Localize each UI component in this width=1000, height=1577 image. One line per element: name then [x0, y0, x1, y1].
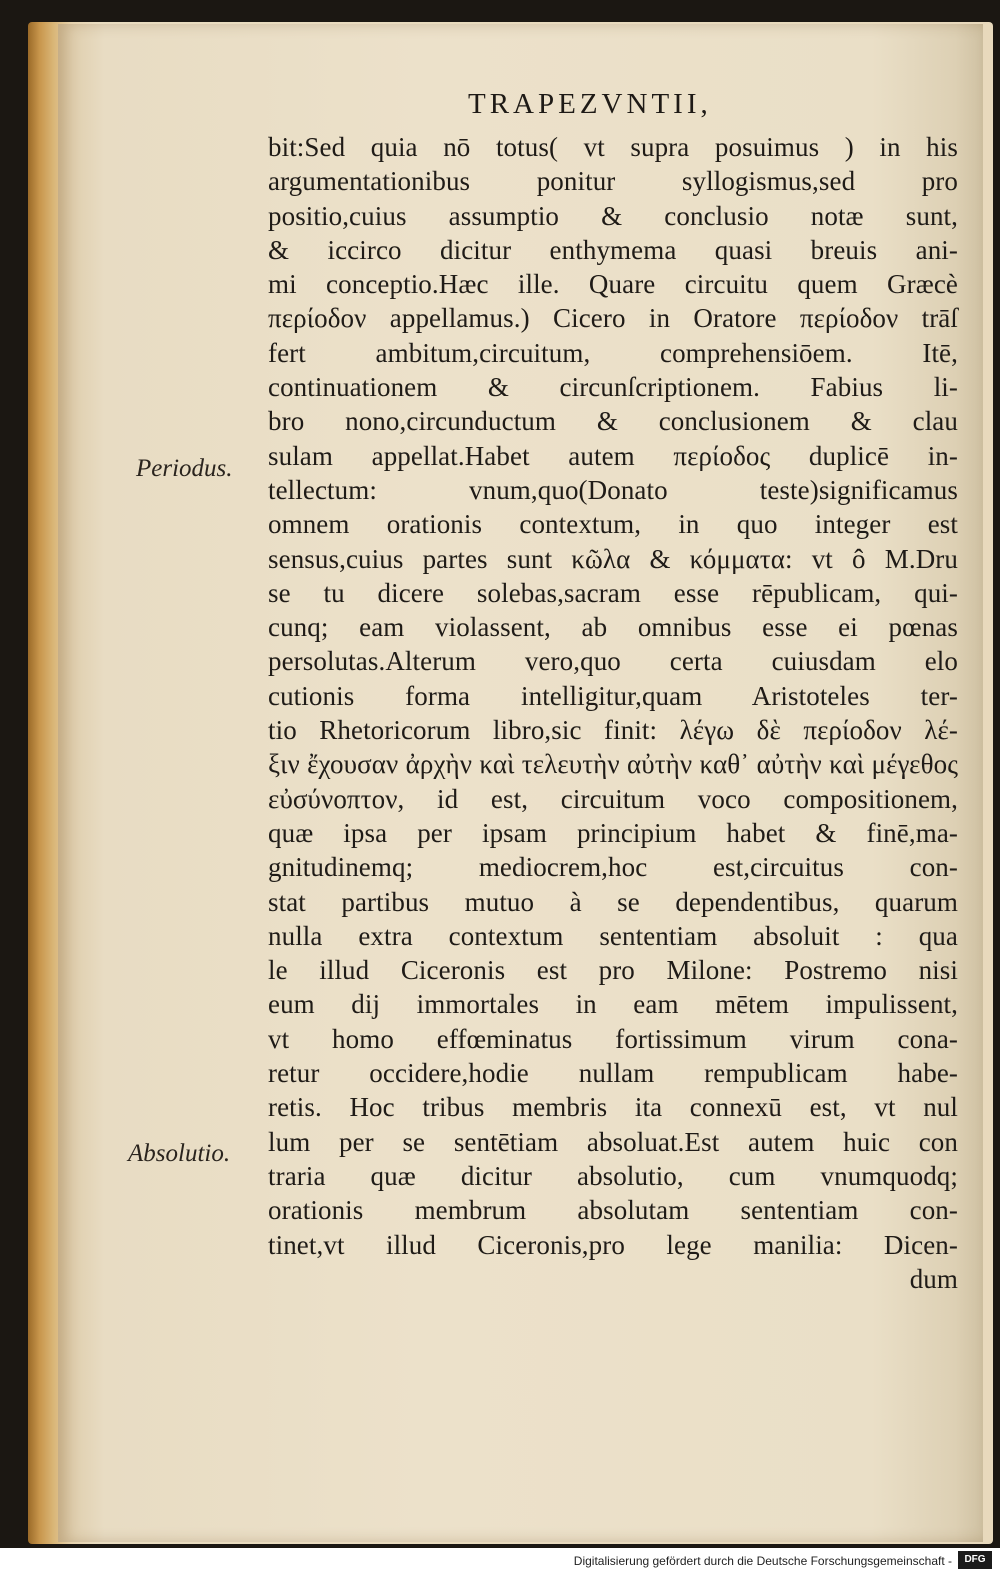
- text-line: bro nono,circunductum & conclusionem & clau: [268, 406, 958, 437]
- text-line: cunq; eam violassent, ab omnibus esse ei pœnas: [268, 612, 958, 643]
- text-line: traria quæ dicitur absolutio, cum vnumquodq;: [268, 1160, 958, 1191]
- text-line: continuationem & circunſcriptionem. Fabius li-: [268, 372, 958, 403]
- text-line: εὐσύνοπτον, id est, circuitum voco compositionem,: [268, 783, 958, 814]
- footer-credit: Digitalisierung gefördert durch die Deutsche Forschungsgemeinschaft -: [573, 1554, 952, 1568]
- text-line: retis. Hoc tribus membris ita connexū est, vt nul: [268, 1092, 958, 1123]
- text-line: περίοδον appellamus.) Cicero in Oratore περίοδον trāſ: [268, 303, 958, 334]
- dfg-logo: DFG: [958, 1551, 992, 1569]
- text-line: lum per se sentētiam absoluat.Est autem huic con: [268, 1126, 958, 1157]
- margin-note-absolutio: Absolutio.: [128, 1140, 231, 1167]
- text-line: quæ ipsa per ipsam principium habet & finē,ma-: [268, 817, 958, 848]
- text-line: stat partibus mutuo à se dependentibus, quarum: [268, 886, 958, 917]
- text-line: ξιν ἔχουσαν ἀρχὴν καὶ τελευτὴν αὐτὴν καθ᾽ αὐτὴν καὶ μέγεθος: [268, 749, 958, 780]
- text-line: cutionis forma intelligitur,quam Aristoteles ter-: [268, 680, 958, 711]
- main-text-block: [268, 130, 958, 1296]
- text-line: se tu dicere solebas,sacram esse rēpublicam, qui-: [268, 577, 958, 608]
- margin-note-periodus: Periodus.: [136, 455, 233, 482]
- text-line: argumentationibus ponitur syllogismus,sed pro: [268, 166, 958, 197]
- text-line: retur occidere,hodie nullam rempublicam habe-: [268, 1058, 958, 1089]
- text-line: tio Rhetoricorum libro,sic finit: λέγω δὲ περίοδον λέ-: [268, 715, 958, 746]
- text-line: gnitudinemq; mediocrem,hoc est,circuitus con-: [268, 852, 958, 883]
- text-line: fert ambitum,circuitum, comprehensiōem. Itē,: [268, 337, 958, 368]
- text-line: tinet,vt illud Ciceronis,pro lege manilia: Dicen-: [268, 1229, 958, 1260]
- text-line: mi conceptio.Hæc ille. Quare circuitu quem Græcè: [268, 269, 958, 300]
- text-line: nulla extra contextum sententiam absoluit : qua: [268, 920, 958, 951]
- running-head: TRAPEZVNTII,: [468, 88, 712, 120]
- text-line: & iccirco dicitur enthymema quasi breuis ani-: [268, 234, 958, 265]
- text-line: orationis membrum absolutam sententiam con-: [268, 1195, 958, 1226]
- text-line: vt homo effœminatus fortissimum virum cona-: [268, 1023, 958, 1054]
- text-line: tellectum: vnum,quo(Donato teste)significamus: [268, 474, 958, 505]
- text-line: bit:Sed quia nō totus( vt supra posuimus ) in his: [268, 132, 958, 162]
- text-line: dum: [909, 1263, 958, 1294]
- text-line: eum dij immortales in eam mētem impulissent,: [268, 989, 958, 1020]
- text-line: sensus,cuius partes sunt κῶλα & κόμματα: vt ô M.Dru: [268, 543, 958, 574]
- text-line: positio,cuius assumptio & conclusio notæ sunt,: [268, 200, 958, 231]
- text-line: persolutas.Alterum vero,quo certa cuiusdam elo: [268, 646, 958, 677]
- text-line: le illud Ciceronis est pro Milone: Postremo nisi: [268, 955, 958, 986]
- text-line: omnem orationis contextum, in quo integer est: [268, 509, 958, 540]
- text-line: sulam appellat.Habet autem περίοδος duplicē in-: [268, 440, 958, 471]
